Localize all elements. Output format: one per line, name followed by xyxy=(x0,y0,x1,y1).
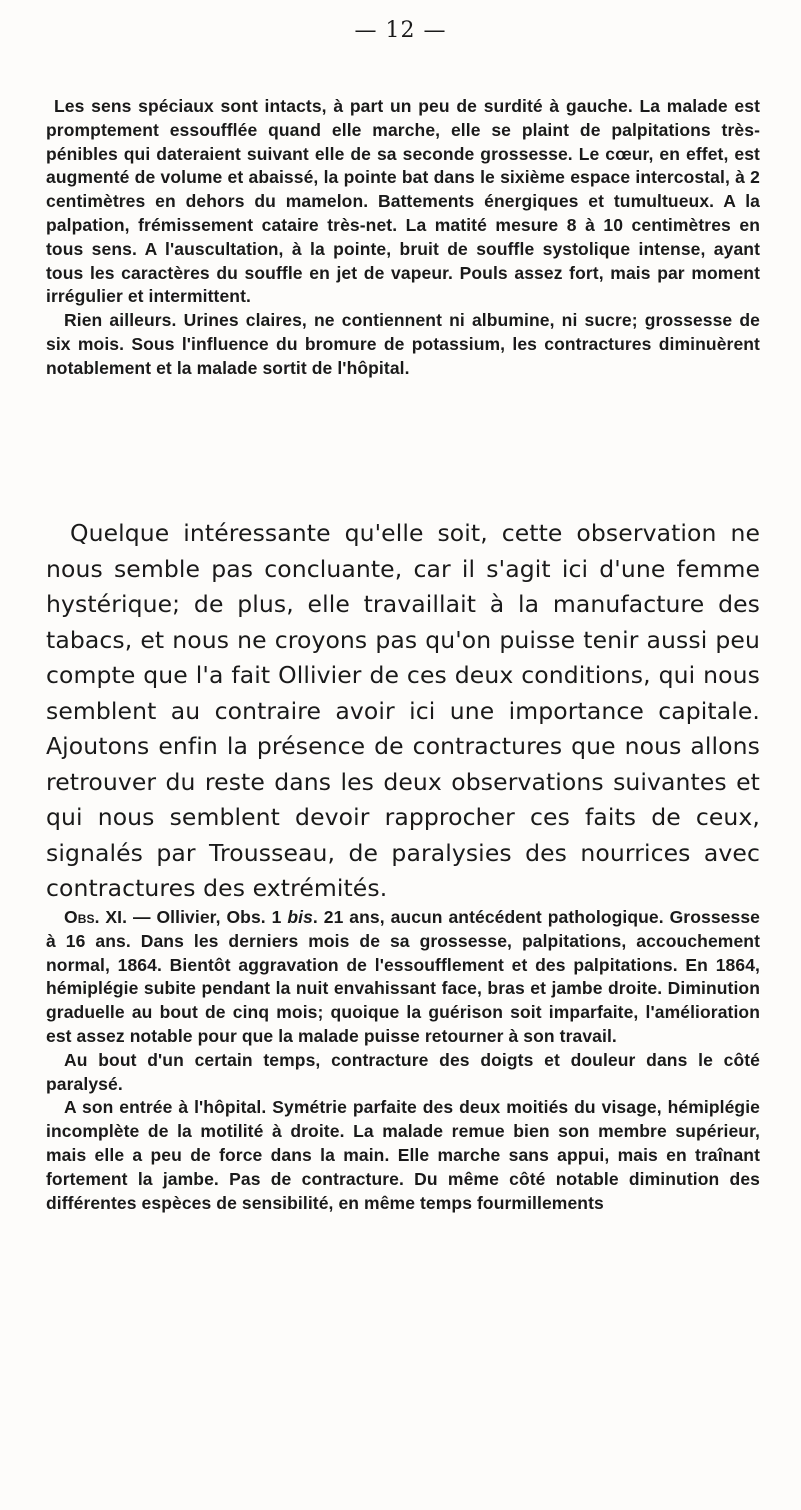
commentary-section xyxy=(46,516,760,907)
paragraph: A son entrée à l'hôpital. Symétrie parfaite des deux moitiés du visage, hémiplégie incomplète de la motilité à droite. La malade remue bien son membre supérieur, mais elle a peu de force dans la main. Elle marche sans appui, mais en traînant fortement la jambe. Pas de contracture. Du même côté notable diminution des différentes espèces de sensibilité, en même temps fourmillements xyxy=(46,1097,760,1213)
paragraph: Au bout d'un certain temps, contracture des doigts et douleur dans le côté paralysé. xyxy=(46,1049,760,1094)
observation-text: . 21 ans, aucun antécédent pathologique. Grossesse à 16 ans. Dans les derniers mois de sa grossesse, palpitations, accouchement normal, 1864. Bientôt aggravation de l'essoufflement et des palpitations. En 1864, hémiplégie subite pendant la nuit envahissant face, bras et jambe droite. Diminution graduelle au bout de cinq mois; quoique la guérison soit imparfaite, l'amélioration est assez notable pour que la malade puisse retourner à son travail. xyxy=(46,907,761,1046)
observation-label: Obs. XI. xyxy=(64,907,128,927)
observation-xi xyxy=(46,906,760,1215)
observation-source-bis: bis xyxy=(287,907,313,927)
paragraph: Rien ailleurs. Urines claires, ne contiennent ni albumine, ni sucre; grossesse de six mois. Sous l'influence du bromure de potassium, les contractures diminuèrent notablement et la malade sortit de l'hôpital. xyxy=(46,310,760,378)
observation-source: — Ollivier, Obs. 1 xyxy=(132,907,288,927)
page-number: — 12 — xyxy=(354,18,447,43)
paragraph: Quelque intéressante qu'elle soit, cette observation ne nous semble pas concluante, car il s'agit ici d'une femme hystérique; de plus, elle travaillait à la manufacture des tabacs, et nous ne croyons pas qu'on puisse tenir aussi peu compte que l'a fait Ollivier de ces deux conditions, qui nous semblent au contraire avoir ici une importance capitale. Ajoutons enfin la présence de contractures que nous allons retrouver du reste dans les deux observations suivantes et qui nous semblent devoir rapprocher ces faits de ceux, signalés par Trousseau, de paralysies des nourrices avec contractures des extrémités. xyxy=(46,519,760,902)
paragraph: Les sens spéciaux sont intacts, à part un peu de surdité à gauche. La malade est promptement essoufflée quand elle marche, elle se plaint de palpitations très-pénibles qui dateraient suivant elle de sa seconde grossesse. Le cœur, en effet, est augmenté de volume et abaissé, la pointe bat dans le sixième espace intercostal, à 2 centimètres en dehors du mamelon. Battements énergiques et tumultueux. A la palpation, frémissement cataire très-net. La matité mesure 8 à 10 centimètres en tous sens. A l'auscultation, à la pointe, bruit de souffle systolique intense, ayant tous les caractères du souffle en jet de vapeur. Pouls assez fort, mais par moment irrégulier et intermittent. xyxy=(46,96,760,307)
paragraph xyxy=(46,906,760,1049)
case-notes-top xyxy=(46,95,760,381)
